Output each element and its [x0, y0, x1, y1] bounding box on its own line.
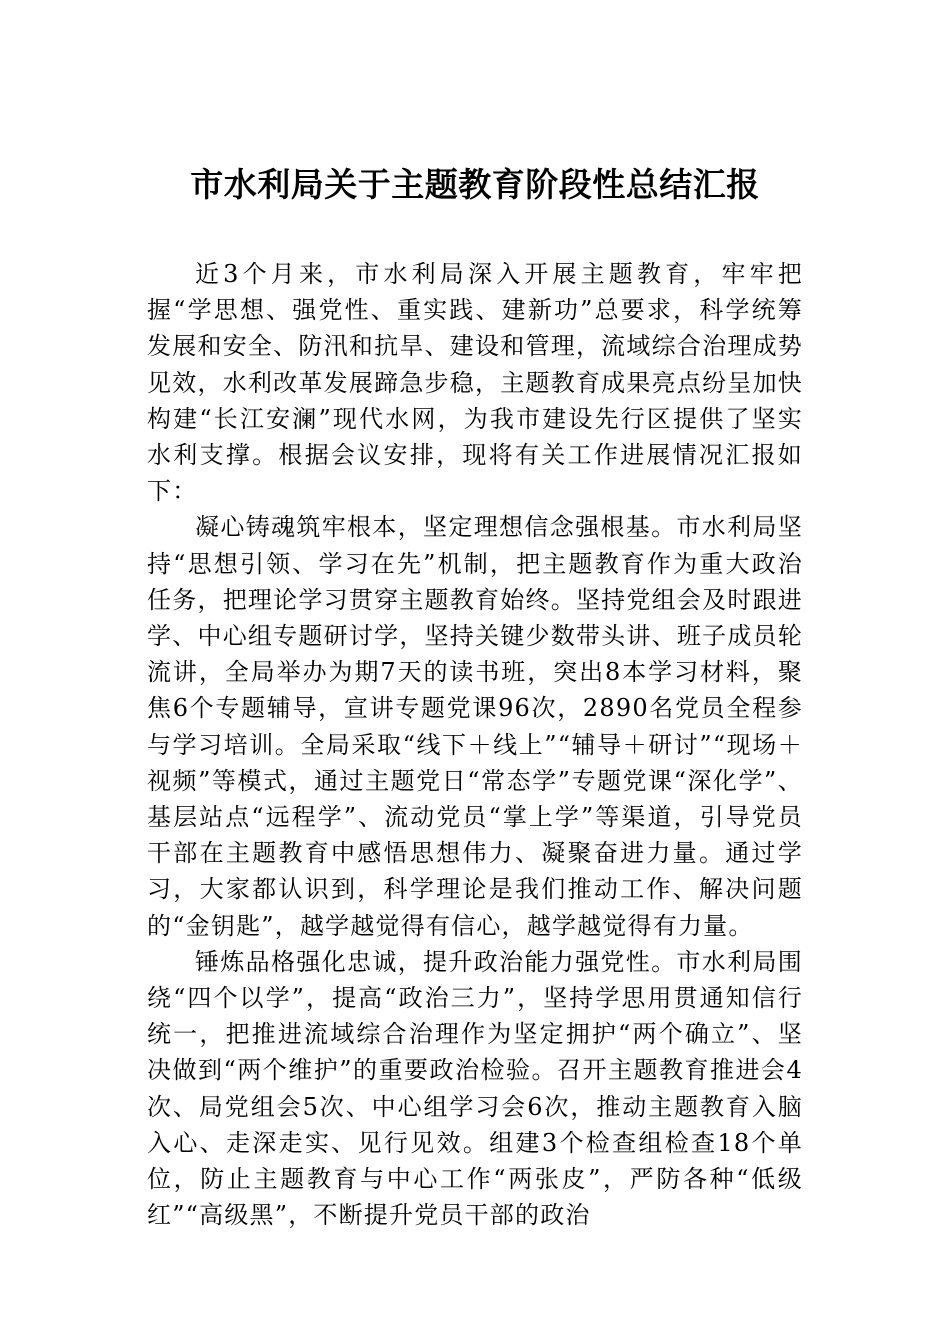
- paragraph-theory-study: 凝心铸魂筑牢根本，坚定理想信念强根基。市水利局坚持“思想引领、学习在先”机制，把主题教育作为重大政治任务，把理论学习贯穿主题教育始终。坚持党组会及时跟进学、中心组专题研讨学，坚持关键少数带头讲、班子成员轮流讲，全局举办为期7天的读书班，突出8本学习材料，聚焦6个专题辅导，宣讲专题党课96次，2890名党员全程参与学习培训。全局采取“线下＋线上”“辅导＋研讨”“现场＋视频”等模式，通过主题党日“常态学”专题党课“深化学”、基层站点“远程学”、流动党员“掌上学”等渠道，引导党员干部在主题教育中感悟思想伟力、凝聚奋进力量。通过学习，大家都认识到，科学理论是我们推动工作、解决问题的“金钥匙”，越学越觉得有信心，越学越觉得有力量。: [147, 513, 803, 940]
- paragraph-intro: 近3个月来，市水利局深入开展主题教育，牢牢把握“学思想、强党性、重实践、建新功”总要求，科学统筹发展和安全、防汛和抗旱、建设和管理，流域综合治理成势见效，水利改革发展蹄急步稳，主题教育成果亮点纷呈加快构建“长江安澜”现代水网，为我市建设先行区提供了坚实水利支撑。根据会议安排，现将有关工作进展情况汇报如下：: [147, 260, 803, 506]
- document-title: 市水利局关于主题教育阶段性总结汇报: [190, 165, 760, 204]
- document-body: [147, 256, 803, 1233]
- paragraph-political-loyalty: 锤炼品格强化忠诚，提升政治能力强党性。市水利局围绕“四个以学”，提高“政治三力”，坚持学思用贯通知信行统一，把推进流域综合治理作为坚定拥护“两个确立”、坚决做到“两个维护”的重要政治检验。召开主题教育推进会4次、局党组会5次、中心组学习会6次，推动主题教育入脑入心、走深走实、见行见效。组建3个检查组检查18个单位，防止主题教育与中心工作“两张皮”，严防各种“低级红”“高级黑”，不断提升党员干部的政治: [147, 947, 803, 1230]
